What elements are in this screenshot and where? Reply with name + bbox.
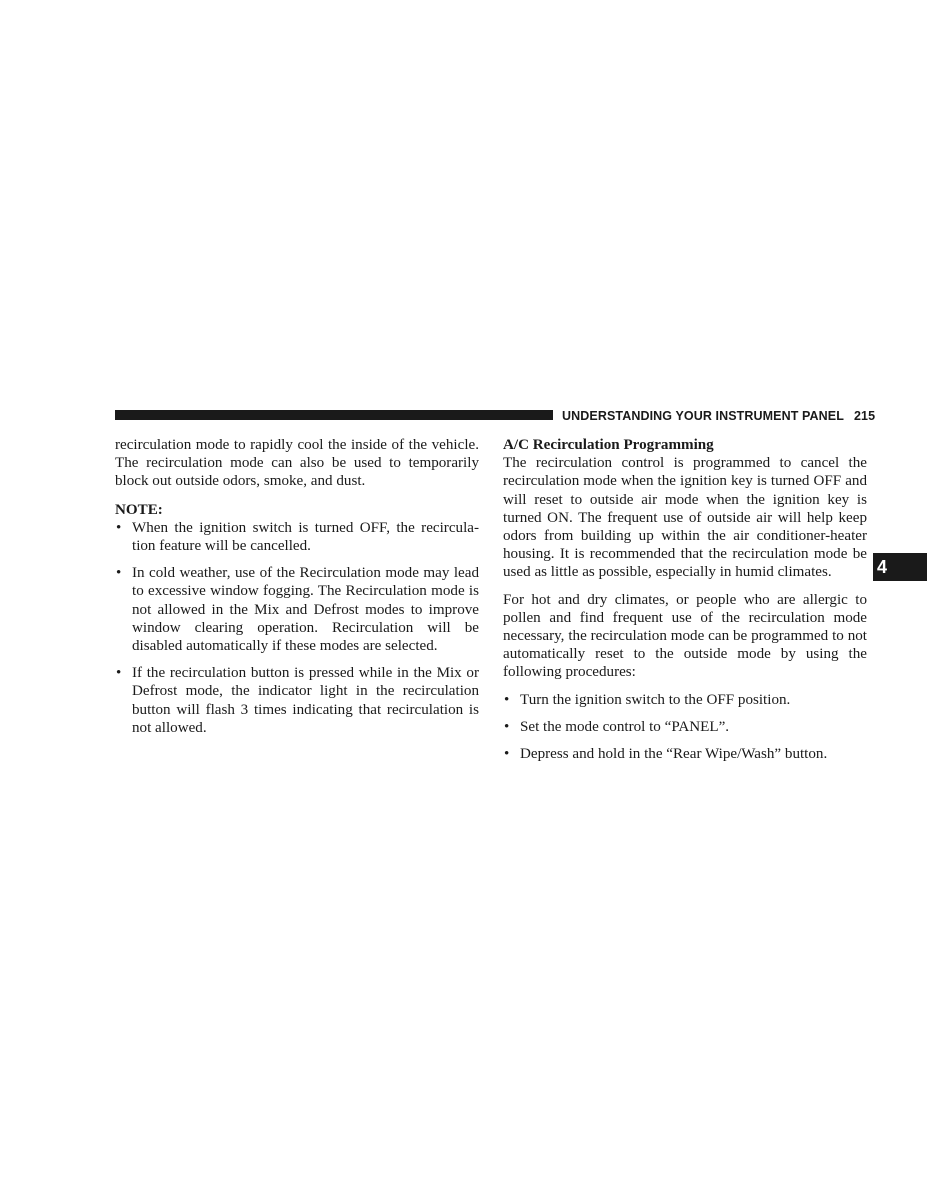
bullet-icon: • (504, 746, 510, 763)
left-column (115, 436, 479, 737)
note-heading: NOTE: (115, 501, 163, 518)
bullet-icon: • (116, 565, 122, 582)
procedure-item: • Depress and hold in the “Rear Wipe/Wash” button. (504, 746, 828, 763)
page-number: 215 (853, 409, 876, 423)
procedure-item: • Turn the ignition switch to the OFF position. (504, 691, 791, 708)
bullet-icon: • (116, 519, 122, 536)
bullet-icon: • (504, 691, 510, 708)
note-item: • If the recirculation button is pressed while in the Mix or Defrost mode, the indicator light in the recirculation button will flash 3 times indicating that recirculation is not allowed. (116, 665, 479, 736)
procedure-item: • Set the mode control to “PANEL”. (504, 718, 730, 735)
body-paragraph: For hot and dry climates, or people who are allergic to pollen and find frequent use of the recirculation mode necessary, the recirculation mode can be programmed to not automatically reset to the outside mode by using the following procedures: (503, 591, 867, 681)
note-item: • In cold weather, use of the Recirculation mode may lead to excessive window fogging. The Recirculation mode is not allowed in the Mix and Defrost modes to improve window clearing operation. Recirculation will be disabled automatically if these modes are selected. (116, 565, 479, 655)
bullet-icon: • (504, 718, 510, 735)
running-header (562, 408, 876, 424)
note-list (115, 519, 479, 737)
body-paragraph: The recirculation control is programmed to cancel the recirculation mode when the ignition key is turned OFF and will reset to outside air mode when the ignition key is turned ON. The frequent use of outside air will help keep odors from building up within the air conditioner-heater housing. It is recommended that the recirculation mode be used as little as possible, especially in humid climates. (503, 455, 867, 581)
intro-paragraph: recirculation mode to rapidly cool the inside of the vehicle. The recirculation mode can also be used to temporarily block out outside odors, smoke, and dust. (115, 437, 479, 490)
header-rule (115, 410, 553, 420)
bullet-icon: • (116, 665, 122, 682)
chapter-tab: 4 (873, 553, 927, 581)
section-title: UNDERSTANDING YOUR INSTRUMENT PANEL (562, 409, 844, 423)
right-column (503, 436, 867, 763)
procedure-list (503, 691, 867, 764)
section-heading: A/C Recirculation Programming (503, 437, 714, 453)
note-item: • When the ignition switch is turned OFF, the recircula-tion feature will be cancelled. (116, 519, 479, 555)
